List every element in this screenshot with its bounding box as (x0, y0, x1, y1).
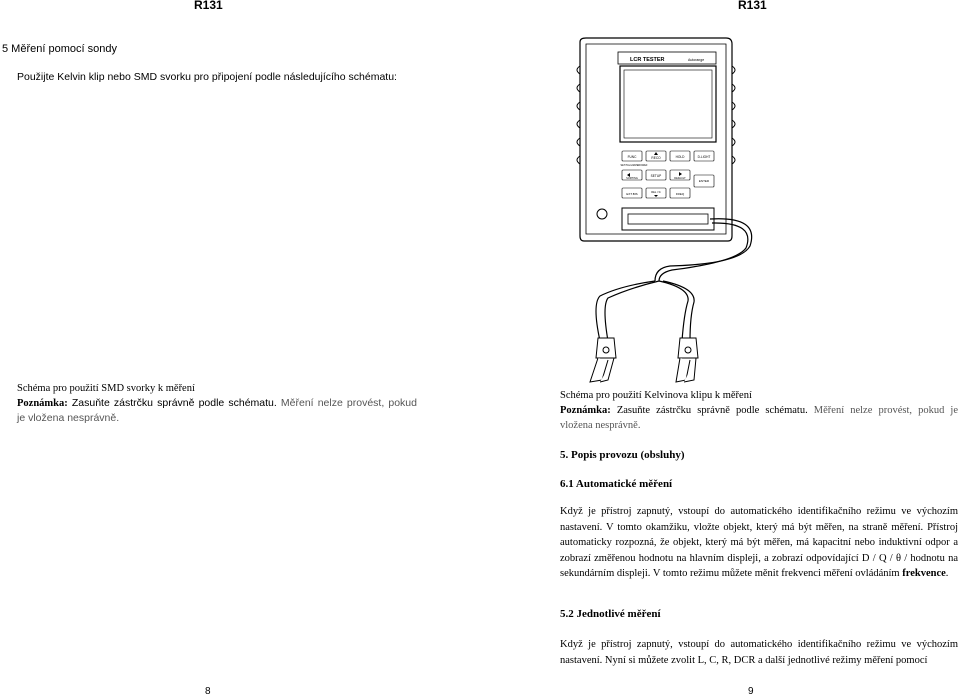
kelvin-note-text: Zasuňte zástrčku správně podle schématu. (610, 405, 808, 416)
btn-hold-label: HOLD (675, 155, 685, 159)
smd-note (17, 396, 417, 426)
btn-func-label: FUNC (627, 155, 637, 159)
header-code-right: R131 (738, 0, 767, 12)
intro-text: Použijte Kelvin klip nebo SMD svorku pro připojení podle následujícího schématu: (17, 71, 397, 83)
btn-sorting-label: SORTING (626, 177, 638, 180)
smd-note-gray: Měření nelze provést, pokud je vložena nesprávně. (17, 397, 417, 424)
heading-automatic: 6.1 Automatické měření (560, 478, 673, 490)
device-mode: Autorange (688, 58, 705, 62)
smd-caption-block (17, 381, 417, 426)
btn-reco-label: RECO (651, 156, 661, 160)
under-row1-label: SET/ΤΑL/LIM/ZERO/REF (620, 164, 648, 167)
automatic-paragraph (560, 504, 958, 582)
automatic-bold: frekvence (902, 568, 946, 579)
kelvin-note-label: Poznámka: (560, 405, 611, 416)
kelvin-note-gray: Měření nelze provést, pokud je vložena nesprávně. (560, 405, 958, 431)
smd-caption: Schéma pro použití SMD svorky k měření (17, 383, 195, 394)
single-paragraph: Když je přístroj zapnutý, vstoupí do automatického identifikačního režimu ve výchozím nastavení. Nyní si můžete zvolit L, C, R, DCR a další jednotlivé režimy měření pomocí (560, 639, 958, 666)
page-number-left: 8 (205, 686, 211, 697)
btn-freq-label: FREQ (675, 192, 685, 196)
device-brand: LCR TESTER (630, 57, 665, 63)
kelvin-caption: Schéma pro použití Kelvinova klipu k měření (560, 390, 752, 401)
automatic-text: Když je přístroj zapnutý, vstoupí do automatického identifikačního režimu ve výchozím nastavení. V tomto okamžiku, vložte objekt, který má být měřen, na straně měření. Přístroj automaticky rozpozná, že objekt, který má být měřen, má kapacitní nebo induktivní odpor a zobrazí změřenou hodnotu na hlavním displeji, a zobrazí odpovídající D / Q / θ / hodnotu na sekundárním displeji. V tomto režimu můžete měnit frekvenci měření ovládáním (560, 506, 958, 579)
btn-rel-label: REL / % (651, 191, 661, 194)
btn-enter-label: ENTER (698, 179, 710, 183)
smd-note-text: Zasuňte zástrčku správně podle schématu. (67, 397, 277, 409)
section-title: 5 Měření pomocí sondy (2, 43, 117, 55)
heading-single: 5.2 Jednotlivé měření (560, 608, 661, 620)
kelvin-note (560, 403, 958, 433)
heading-operation: 5. Popis provozu (obsluhy) (560, 449, 685, 461)
btn-dlight-label: D-LIGHT (697, 155, 711, 159)
smd-note-label: Poznámka: (17, 398, 68, 409)
kelvin-caption-block (560, 388, 958, 433)
btn-setup-label: SETUP (650, 174, 662, 178)
header-code-left: R131 (194, 0, 223, 12)
automatic-end: . (945, 568, 949, 579)
btn-extbis-label: EXT.BIS (626, 192, 638, 196)
lcr-tester-illustration (560, 36, 760, 386)
page-number-right: 9 (748, 686, 754, 697)
btn-default-label: DEFAULT (674, 177, 686, 180)
